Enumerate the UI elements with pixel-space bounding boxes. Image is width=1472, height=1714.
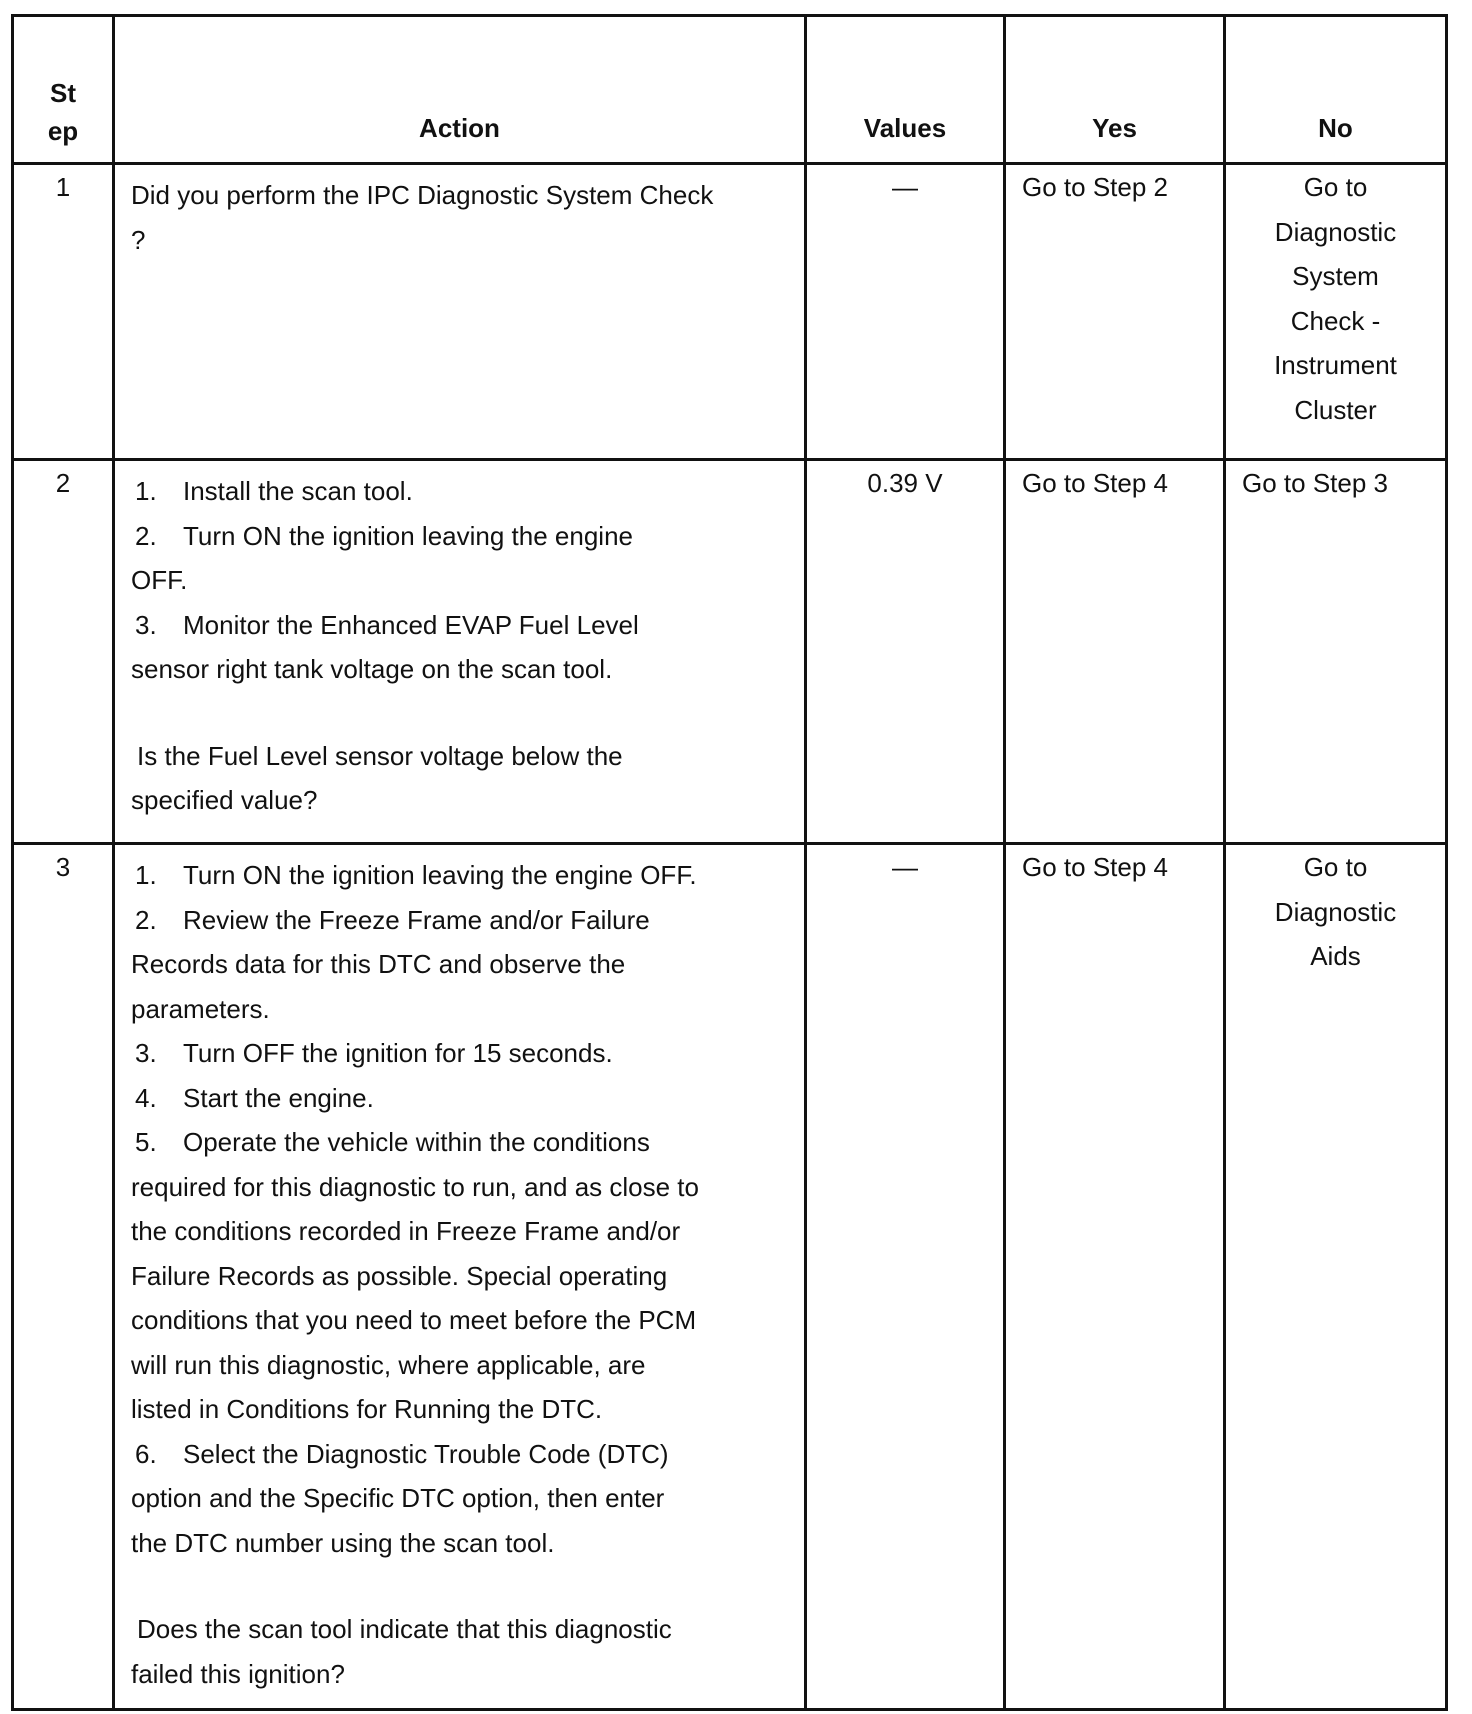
step-number: 3 — [13, 844, 114, 1710]
action-question: Does the scan tool indicate that this diagnostic — [137, 1614, 672, 1644]
no-cell: Go to Diagnostic Aids — [1225, 844, 1447, 1710]
action-question: Is the Fuel Level sensor voltage below the — [137, 740, 623, 771]
table-row — [13, 844, 1447, 1710]
header-step: St ep — [13, 16, 114, 164]
value-cell: — — [806, 164, 1005, 460]
header-no: No — [1225, 16, 1447, 164]
action-item-continued: Records data for this DTC and observe the — [131, 949, 626, 979]
value-cell: — — [806, 844, 1005, 1710]
action-item-continued: conditions that you need to meet before the PCM — [131, 1305, 697, 1335]
action-item: 3. Monitor the Enhanced EVAP Fuel Level — [135, 609, 639, 640]
action-cell — [114, 844, 806, 1710]
diagnostic-table — [11, 14, 1448, 1711]
action-item-continued: OFF. — [131, 565, 188, 595]
action-item: 1. Turn ON the ignition leaving the engine OFF. — [135, 860, 697, 890]
action-item-continued: required for this diagnostic to run, and as close to — [131, 1171, 699, 1202]
no-cell: Go to Step 3 — [1225, 460, 1447, 844]
action-item: 3. Turn OFF the ignition for 15 seconds. — [135, 1038, 613, 1068]
action-item: 1. Install the scan tool. — [135, 476, 413, 506]
action-item: 2. Review the Freeze Frame and/or Failure — [135, 904, 650, 935]
action-item-continued: Failure Records as possible. Special operating — [131, 1260, 668, 1291]
action-text: ? — [131, 224, 146, 255]
action-item: 4. Start the engine. — [135, 1082, 374, 1113]
value-cell: 0.39 V — [806, 460, 1005, 844]
action-item: 2. Turn ON the ignition leaving the engine — [135, 520, 633, 551]
header-yes: Yes — [1005, 16, 1225, 164]
action-item-continued: option and the Specific DTC option, then enter — [131, 1483, 665, 1513]
header-values: Values — [806, 16, 1005, 164]
action-item-continued: listed in Conditions for Running the DTC. — [131, 1394, 603, 1424]
action-question: failed this ignition? — [131, 1658, 345, 1689]
yes-cell: Go to Step 4 — [1005, 460, 1225, 844]
action-item: 6. Select the Diagnostic Trouble Code (DTC) — [135, 1438, 669, 1469]
action-item-continued: the conditions recorded in Freeze Frame and/or — [131, 1216, 681, 1246]
action-item: 5. Operate the vehicle within the conditions — [135, 1127, 650, 1157]
action-text: Did you perform the IPC Diagnostic System Check — [131, 180, 714, 210]
action-cell — [114, 164, 806, 460]
action-question: specified value? — [131, 785, 318, 815]
action-cell — [114, 460, 806, 844]
no-cell: Go to Diagnostic System Check - Instrument Cluster — [1225, 164, 1447, 460]
header-action: Action — [114, 16, 806, 164]
table-row — [13, 460, 1447, 844]
header-row — [13, 16, 1447, 164]
action-item-continued: will run this diagnostic, where applicable, are — [131, 1349, 646, 1380]
step-number: 2 — [13, 460, 114, 844]
yes-cell: Go to Step 2 — [1005, 164, 1225, 460]
action-item-continued: sensor right tank voltage on the scan tool. — [131, 654, 613, 684]
table-row — [13, 164, 1447, 460]
yes-cell: Go to Step 4 — [1005, 844, 1225, 1710]
action-item-continued: the DTC number using the scan tool. — [131, 1527, 555, 1558]
step-number: 1 — [13, 164, 114, 460]
action-item-continued: parameters. — [131, 993, 270, 1024]
